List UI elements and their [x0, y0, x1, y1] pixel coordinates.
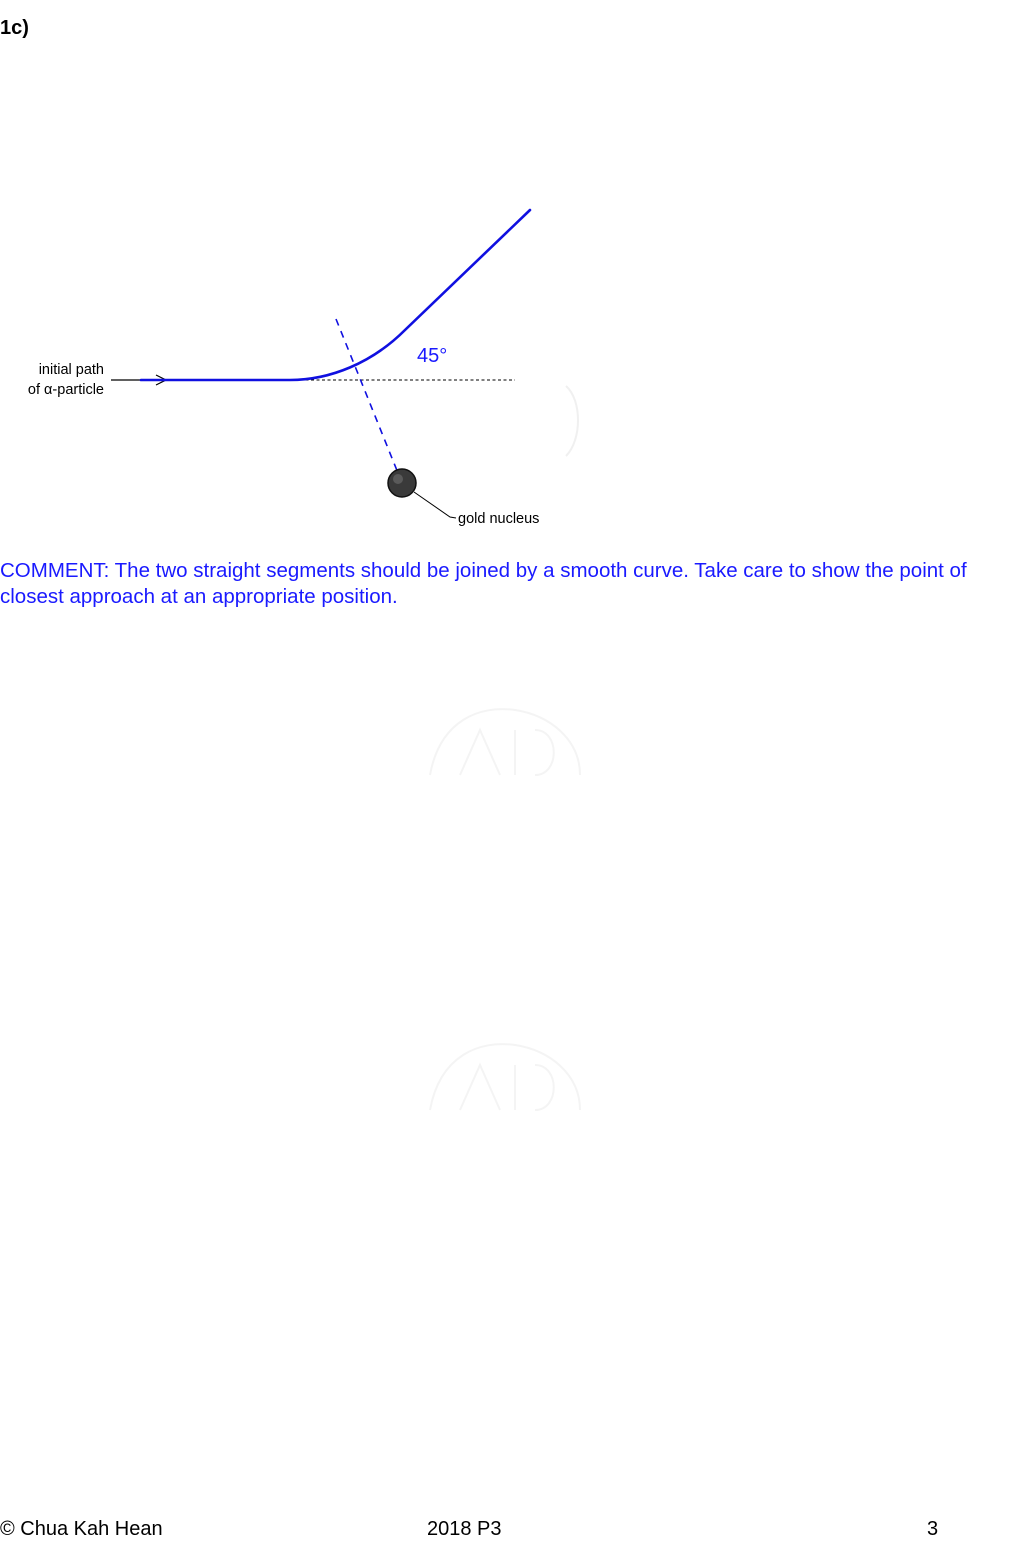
- faint-scan-artifact: [566, 386, 578, 456]
- alpha-scattering-diagram: [0, 0, 1015, 560]
- footer-paper: 2018 P3: [427, 1518, 502, 1540]
- nucleus-label: gold nucleus: [458, 511, 540, 527]
- initial-path-label-line2: of α-particle: [27, 382, 104, 398]
- initial-path-label-line1: initial path: [38, 362, 104, 378]
- footer-page-number: 3: [927, 1518, 939, 1540]
- gold-nucleus: [388, 469, 416, 497]
- alpha-trajectory: [141, 210, 530, 380]
- watermark-mark-1: [420, 700, 590, 790]
- footer-author: © Chua Kah Hean: [0, 1518, 163, 1540]
- closest-approach-dashed-line: [336, 319, 402, 483]
- question-label: 1c): [0, 17, 29, 39]
- nucleus-leader-line: [414, 492, 456, 518]
- watermark-mark-2: [420, 1035, 590, 1125]
- comment-text: COMMENT: The two straight segments should be joined by a smooth curve. Take care to show the point of closest approach at an appropriate position.: [0, 559, 967, 608]
- angle-label: 45°: [417, 345, 448, 367]
